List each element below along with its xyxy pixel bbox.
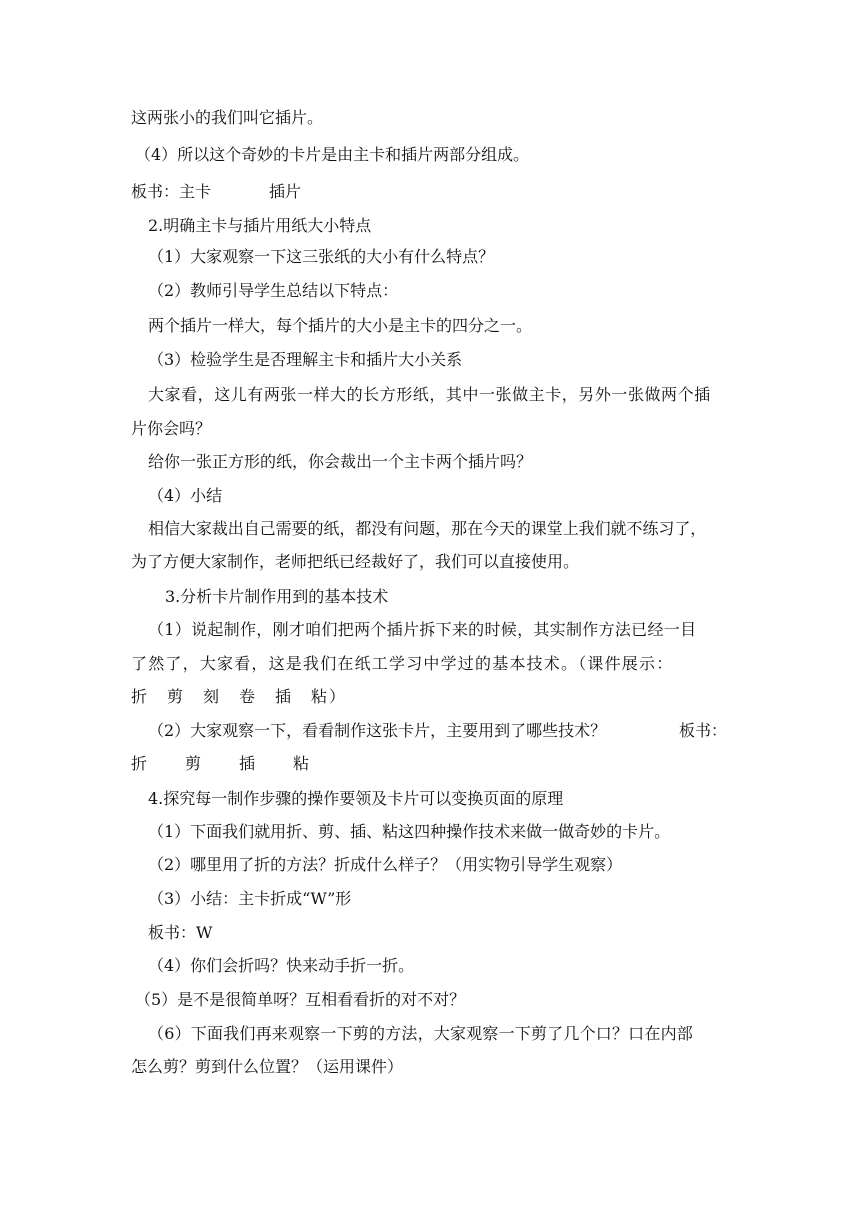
text-line: 这两张小的我们叫它插片。 (131, 108, 324, 127)
board-writing-item: 折 (131, 754, 148, 773)
text-line: （2）大家观察一下，看看制作这张卡片，主要用到了哪些技术？ (148, 721, 607, 740)
text-line: （1）说起制作，刚才咱们把两个插片拆下来的时候，其实制作方法已经一目 (148, 620, 697, 639)
text-line: （2）哪里用了折的方法？折成什么样子？（用实物引导学生观察） (148, 855, 623, 874)
board-writing-line (131, 754, 309, 774)
board-writing-line (131, 182, 301, 202)
text-line: 给你一张正方形的纸，你会裁出一个主卡两个插片吗？ (148, 452, 533, 471)
board-writing-item: 粘 (293, 754, 310, 773)
section-heading: 3.分析卡片制作用到的基本技术 (165, 587, 389, 606)
text-line: （5）是不是很简单呀？互相看看折的对不对？ (135, 990, 466, 1009)
board-writing-item: 插 (239, 754, 256, 773)
text-line: 大家看，这儿有两张一样大的长方形纸，其中一张做主卡，另外一张做两个插 (148, 385, 711, 404)
text-line: （4）你们会折吗？快来动手折一折。 (148, 956, 415, 975)
board-writing-item: 插片 (269, 182, 302, 201)
text-line: 了然了，大家看，这是我们在纸工学习中学过的基本技术。（课件展示： (131, 654, 674, 673)
text-line: 两个插片一样大，每个插片的大小是主卡的四分之一。 (148, 316, 533, 335)
text-line: （1）下面我们就用折、剪、插、粘这四种操作技术来做一做奇妙的卡片。 (148, 822, 671, 841)
board-writing-label: 板书： (679, 721, 728, 740)
text-line: （6）下面我们再来观察一下剪的方法，大家观察一下剪了几个口？口在内部 (148, 1024, 693, 1043)
text-line: （2）教师引导学生总结以下特点： (148, 281, 399, 300)
board-writing-label: 板书：主卡 (131, 182, 212, 201)
text-line: 相信大家裁出自己需要的纸，都没有问题，那在今天的课堂上我们就不练习了， (148, 519, 707, 538)
text-line: 怎么剪？剪到什么位置？（运用课件） (131, 1057, 404, 1076)
text-line: 片你会吗？ (131, 419, 212, 438)
text-line: （4）小结 (148, 486, 223, 505)
text-line: 为了方便大家制作，老师把纸已经裁好了，我们可以直接使用。 (131, 552, 580, 571)
text-line: （3）小结：主卡折成“W”形 (148, 889, 352, 908)
board-writing-item: 剪 (185, 754, 202, 773)
text-line: （4）所以这个奇妙的卡片是由主卡和插片两部分组成。 (135, 145, 530, 164)
board-writing-line: 板书：W (148, 923, 213, 942)
section-heading: 2.明确主卡与插片用纸大小特点 (148, 216, 372, 235)
text-line: （3）检验学生是否理解主卡和插片大小关系 (148, 350, 463, 369)
section-heading: 4.探究每一制作步骤的操作要领及卡片可以变换页面的原理 (148, 789, 564, 808)
text-line: 折 剪 刻 卷 插 粘） (131, 687, 348, 706)
text-line: （1）大家观察一下这三张纸的大小有什么特点？ (148, 247, 495, 266)
